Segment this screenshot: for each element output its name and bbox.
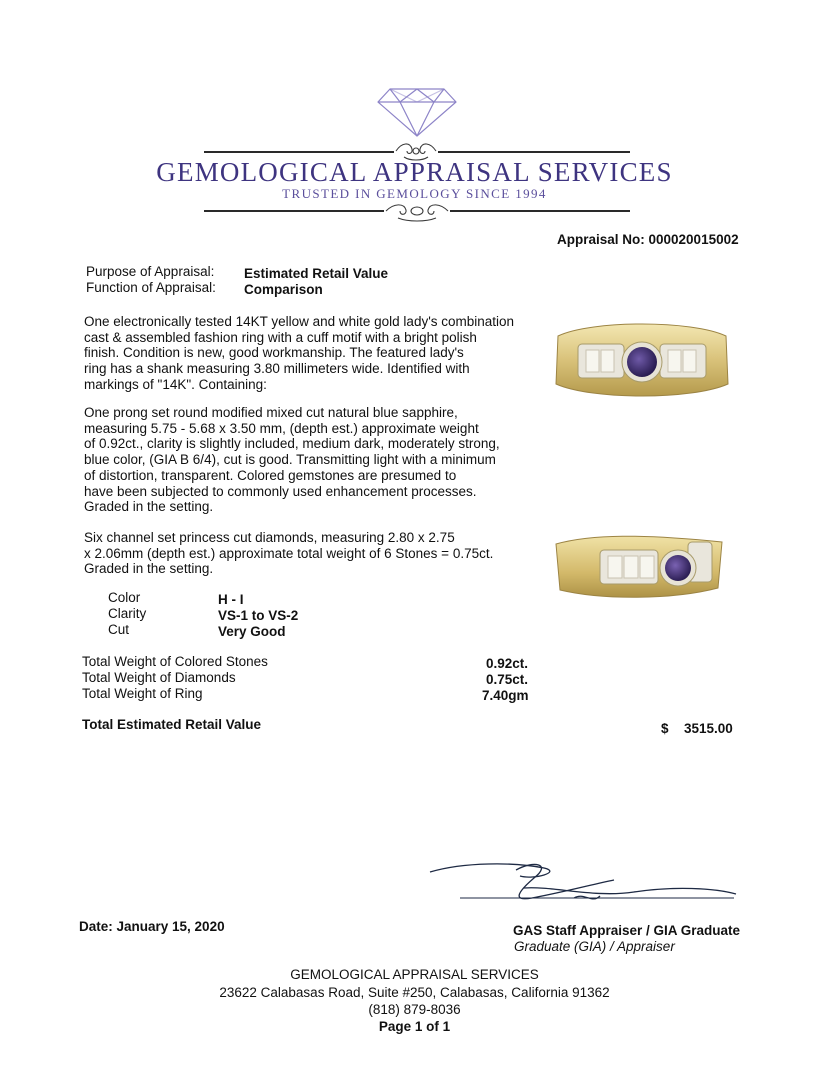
appraiser-title: GAS Staff Appraiser / GIA Graduate <box>513 923 741 938</box>
appraisal-number: Appraisal No: 000020015002 <box>557 232 739 247</box>
description-line: finish. Condition is new, good workmanship. The featured lady's <box>84 345 464 361</box>
total-label-ring: Total Weight of Ring <box>82 686 203 701</box>
description-line: markings of "14K". Containing: <box>84 376 267 392</box>
purpose-value: Estimated Retail Value <box>244 266 389 281</box>
total-value-diamonds: 0.75ct. <box>486 672 529 687</box>
total-value-ring: 7.40gm <box>482 688 529 703</box>
letterhead-top-rule-left <box>204 151 394 153</box>
function-label: Function of Appraisal: <box>86 280 216 295</box>
function-value: Comparison <box>244 282 323 297</box>
grade-value-clarity: VS-1 to VS-2 <box>218 608 299 623</box>
ring-description <box>84 314 514 393</box>
total-value-colored: 0.92ct. <box>486 656 529 671</box>
description-line: Six channel set princess cut diamonds, measuring 2.80 x 2.75 <box>84 530 455 545</box>
retail-amount: 3515.00 <box>684 721 733 736</box>
total-label-colored: Total Weight of Colored Stones <box>82 654 268 669</box>
description-line: have been subjected to commonly used enhancement processes. <box>84 483 477 499</box>
description-line: of 0.92ct., clarity is slightly included, medium dark, moderately strong, <box>84 436 500 452</box>
footer-company: GEMOLOGICAL APPRAISAL SERVICES <box>290 967 539 982</box>
description-line: ring has a shank measuring 3.80 millimeters wide. Identified with <box>84 361 470 377</box>
purpose-label: Purpose of Appraisal: <box>86 264 215 279</box>
grade-label-clarity: Clarity <box>108 606 147 621</box>
letterhead-bottom-rule-right <box>450 210 630 212</box>
letterhead-bottom-rule-left <box>204 210 384 212</box>
brand-tagline: TRUSTED IN GEMOLOGY SINCE 1994 <box>282 186 547 201</box>
description-line: Graded in the setting. <box>84 561 214 577</box>
sapphire-description <box>84 405 500 515</box>
page-number: Page 1 of 1 <box>378 1019 451 1034</box>
grade-label-color: Color <box>108 590 141 605</box>
description-line: One electronically tested 14KT yellow and white gold lady's combination <box>84 314 515 329</box>
grade-value-cut: Very Good <box>218 624 286 639</box>
total-label-diamonds: Total Weight of Diamonds <box>82 670 236 685</box>
diamond-description <box>84 530 493 577</box>
ring-photo-side-view <box>552 530 732 602</box>
letterhead-top-rule-right <box>438 151 630 153</box>
grade-value-color: H - I <box>218 592 244 607</box>
diamond-logo-icon <box>376 86 458 138</box>
description-line: measuring 5.75 - 5.68 x 3.50 mm, (depth est.) approximate weight <box>84 420 479 436</box>
scroll-ornament-bottom-icon <box>384 200 450 222</box>
ring-photo-top-view <box>552 314 732 404</box>
description-line: of distortion, transparent. Colored gemstones are presumed to <box>84 467 457 483</box>
appraiser-signature <box>424 858 744 918</box>
appraiser-subtitle: Graduate (GIA) / Appraiser <box>514 939 675 954</box>
appraisal-date: Date: January 15, 2020 <box>79 919 225 934</box>
footer-address: 23622 Calabasas Road, Suite #250, Calabasas, California 91362 <box>219 985 610 1000</box>
description-line: Graded in the setting. <box>84 499 214 515</box>
grade-label-cut: Cut <box>108 622 130 637</box>
retail-currency: $ <box>661 721 669 736</box>
description-line: blue color, (GIA B 6/4), cut is good. Transmitting light with a minimum <box>84 452 496 468</box>
description-line: One prong set round modified mixed cut natural blue sapphire, <box>84 405 458 420</box>
brand-name: GEMOLOGICAL APPRAISAL SERVICES <box>156 157 673 187</box>
retail-value-label: Total Estimated Retail Value <box>82 717 262 732</box>
description-line: cast & assembled fashion ring with a cuff motif with a bright polish <box>84 329 477 345</box>
description-line: x 2.06mm (depth est.) approximate total weight of 6 Stones = 0.75ct. <box>84 545 494 561</box>
footer-phone: (818) 879-8036 <box>368 1002 461 1017</box>
